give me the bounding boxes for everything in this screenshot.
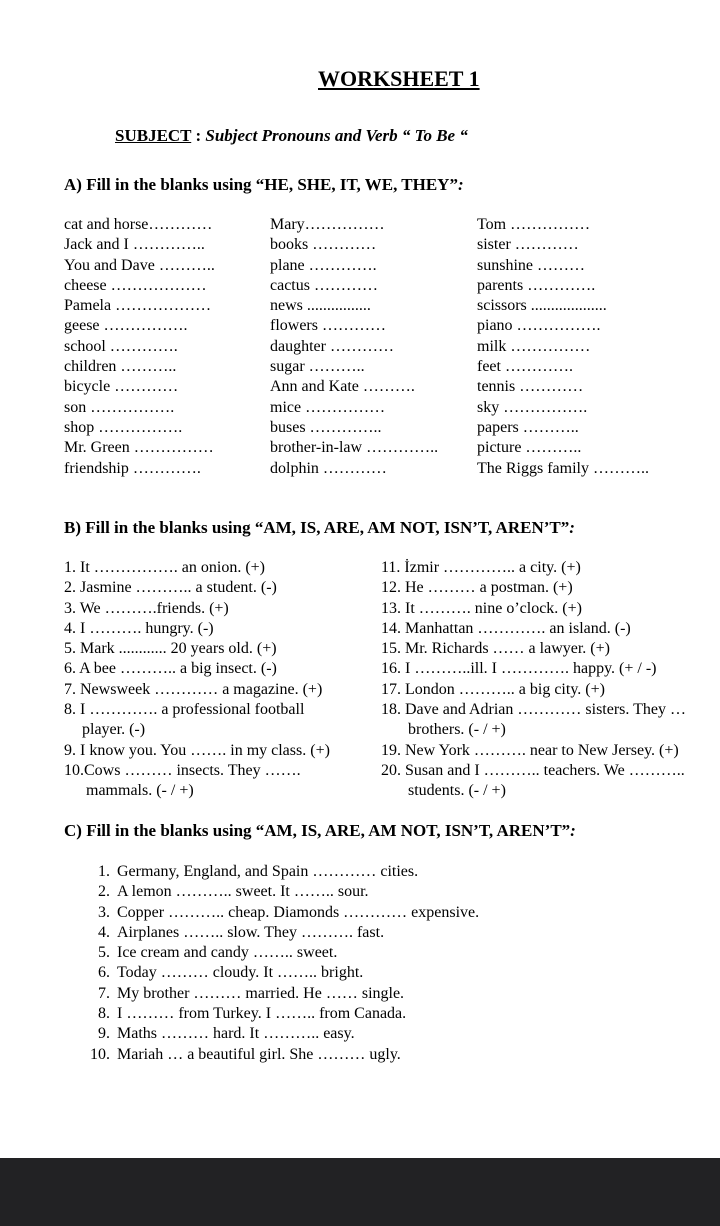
word-row (64, 256, 714, 276)
word-blank-item: tennis ………… (477, 378, 584, 396)
word-blank-item: Tom …………… (477, 216, 591, 233)
word-blank-item: bicycle ………… (64, 378, 179, 396)
sentence-text: Today ……… cloudy. It …….. bright. (117, 964, 364, 982)
section-c-heading-colon: : (570, 821, 576, 840)
sentence-number: 10. (90, 1045, 110, 1063)
sentence-item (90, 1004, 479, 1024)
sentence-number: 4. (98, 923, 110, 941)
exercise-item: 10.Cows ……… insects. They ……. (64, 761, 301, 779)
section-b-right-column (381, 558, 720, 802)
word-blank-item: feet …………. (477, 358, 573, 376)
section-c-heading-text: C) Fill in the blanks using “AM, IS, ARE, AM NOT, ISN’T, AREN’T” (64, 821, 571, 840)
word-blank-item: scissors ................... (477, 297, 607, 315)
sentence-item (90, 984, 479, 1004)
sentence-number: 9. (98, 1025, 110, 1043)
exercise-item: brothers. (- / +) (408, 721, 506, 739)
word-row (64, 215, 714, 235)
exercise-item: 16. I ………..ill. I …………. happy. (+ / -) (381, 660, 657, 678)
exercise-item: 19. New York ………. near to New Jersey. (+) (381, 741, 679, 759)
sentence-text: Germany, England, and Spain ………… cities. (117, 863, 419, 880)
word-blank-item: geese ……………. (64, 317, 188, 335)
word-row (64, 357, 714, 377)
sentence-number: 5. (98, 944, 110, 962)
exercise-item: 5. Mark ............ 20 years old. (+) (64, 640, 277, 658)
word-blank-item: mice …………… (270, 398, 386, 416)
sentence-text: I ……… from Turkey. I …….. from Canada. (117, 1005, 407, 1023)
word-row (64, 235, 714, 255)
word-blank-item: flowers ………… (270, 317, 386, 335)
word-blank-item: sister ………… (477, 236, 579, 254)
exercise-item: 20. Susan and I ……….. teachers. We ……….. (381, 761, 685, 779)
section-b-heading-text: B) Fill in the blanks using “AM, IS, ARE, AM NOT, ISN’T, AREN’T” (64, 518, 570, 537)
exercise-item: 14. Manhattan …………. an island. (-) (381, 619, 631, 637)
word-blank-item: shop ……………. (64, 418, 183, 436)
exercise-item: 18. Dave and Adrian ………… sisters. They … (381, 701, 686, 719)
sentence-number: 6. (98, 964, 110, 982)
exercise-item: 6. A bee ……….. a big insect. (-) (64, 660, 277, 678)
word-blank-item: Mr. Green …………… (64, 439, 214, 457)
subject-label: SUBJECT (115, 126, 192, 145)
word-blank-item: parents …………. (477, 276, 596, 294)
exercise-item: 13. It ………. nine o’clock. (+) (381, 599, 582, 617)
exercise-item: 15. Mr. Richards …… a lawyer. (+) (381, 640, 610, 658)
subject-line (115, 126, 468, 146)
section-c-heading (64, 821, 576, 841)
exercise-item: 4. I ………. hungry. (-) (64, 619, 214, 637)
section-a-heading-colon: : (457, 175, 464, 194)
sentence-text: Ice cream and candy …….. sweet. (117, 944, 338, 962)
word-blank-item: sky ……………. (477, 398, 588, 416)
word-row (64, 276, 714, 296)
word-blank-item: The Riggs family ……….. (477, 459, 649, 477)
word-row (64, 337, 714, 357)
worksheet-title: WORKSHEET 1 (318, 66, 480, 91)
section-b-heading-colon: : (569, 518, 575, 537)
word-blank-item: Pamela ……………… (64, 297, 212, 315)
word-row (64, 296, 714, 316)
section-a-heading (64, 175, 464, 195)
section-a-heading-text: A) Fill in the blanks using “HE, SHE, IT, WE, THEY” (64, 175, 458, 194)
section-b-heading (64, 518, 575, 538)
word-blank-item: sugar ……….. (270, 358, 365, 376)
word-blank-item: cactus ………… (270, 276, 378, 294)
word-blank-item: books ………… (270, 236, 377, 254)
word-blank-item: Mary…………… (270, 216, 385, 233)
sentence-item (90, 943, 479, 963)
word-blank-item: news ................ (270, 297, 371, 315)
exercise-item: 17. London ……….. a big city. (+) (381, 680, 605, 698)
word-blank-item: sunshine ……… (477, 256, 585, 274)
exercise-item: 11. İzmir ………….. a city. (+) (381, 559, 581, 576)
word-row (64, 398, 714, 418)
exercise-item: mammals. (- / +) (86, 782, 194, 800)
exercise-item: 1. It ……………. an onion. (+) (64, 559, 265, 576)
word-blank-item: cat and horse………… (64, 216, 213, 233)
sentence-text: Airplanes …….. slow. They ………. fast. (117, 923, 385, 941)
sentence-item (90, 1024, 479, 1044)
word-blank-item: school …………. (64, 337, 178, 355)
word-row (64, 459, 714, 479)
subject-value: Subject Pronouns and Verb “ To Be “ (205, 126, 468, 145)
sentence-text: My brother ……… married. He …… single. (117, 984, 405, 1002)
word-blank-item: cheese ……………… (64, 276, 207, 294)
sentence-number: 8. (98, 1005, 110, 1023)
sentence-text: Mariah … a beautiful girl. She ……… ugly. (117, 1045, 401, 1063)
sentence-item (90, 882, 479, 902)
word-row (64, 377, 714, 397)
word-blank-item: plane …………. (270, 256, 377, 274)
section-b-left-column (64, 558, 374, 802)
section-c-list (90, 862, 479, 1065)
word-blank-item: son ……………. (64, 398, 175, 416)
exercise-item: 2. Jasmine ……….. a student. (-) (64, 579, 277, 597)
word-blank-item: piano ……………. (477, 317, 601, 335)
word-row (64, 418, 714, 438)
sentence-item (90, 963, 479, 983)
word-blank-item: children ……….. (64, 358, 177, 376)
word-blank-item: buses ………….. (270, 418, 382, 436)
word-row (64, 316, 714, 336)
word-blank-item: Ann and Kate ………. (270, 378, 415, 396)
exercise-item: 9. I know you. You ……. in my class. (+) (64, 741, 330, 759)
sentence-text: Copper ……….. cheap. Diamonds ………… expensive. (117, 903, 480, 921)
word-blank-item: friendship …………. (64, 459, 201, 477)
word-blank-item: papers ……….. (477, 418, 579, 436)
sentence-number: 7. (98, 984, 110, 1002)
sentence-item (90, 1045, 479, 1065)
exercise-item: player. (-) (82, 721, 146, 739)
bottom-bar (0, 1158, 720, 1226)
exercise-item: 12. He ……… a postman. (+) (381, 579, 573, 597)
sentence-item (90, 923, 479, 943)
word-row (64, 438, 714, 458)
word-blank-item: Jack and I ………….. (64, 236, 205, 254)
exercise-item: 3. We ……….friends. (+) (64, 599, 229, 617)
subject-separator: : (191, 126, 206, 145)
sentence-text: Maths ……… hard. It ……….. easy. (117, 1025, 355, 1043)
section-a-word-grid (64, 215, 714, 479)
word-blank-item: milk …………… (477, 337, 591, 355)
exercise-item: 8. I …………. a professional football (64, 701, 305, 719)
exercise-item: 7. Newsweek ………… a magazine. (+) (64, 680, 323, 698)
word-blank-item: dolphin ………… (270, 459, 387, 477)
word-blank-item: picture ……….. (477, 439, 582, 457)
sentence-text: A lemon ……….. sweet. It …….. sour. (117, 883, 369, 901)
sentence-number: 1. (98, 863, 110, 880)
exercise-item: students. (- / +) (408, 782, 506, 800)
word-blank-item: daughter ………… (270, 337, 394, 355)
word-blank-item: You and Dave ……….. (64, 256, 215, 274)
sentence-number: 2. (98, 883, 110, 901)
sentence-item (90, 862, 479, 882)
word-blank-item: brother-in-law ………….. (270, 439, 439, 457)
sentence-number: 3. (98, 903, 110, 921)
sentence-item (90, 903, 479, 923)
